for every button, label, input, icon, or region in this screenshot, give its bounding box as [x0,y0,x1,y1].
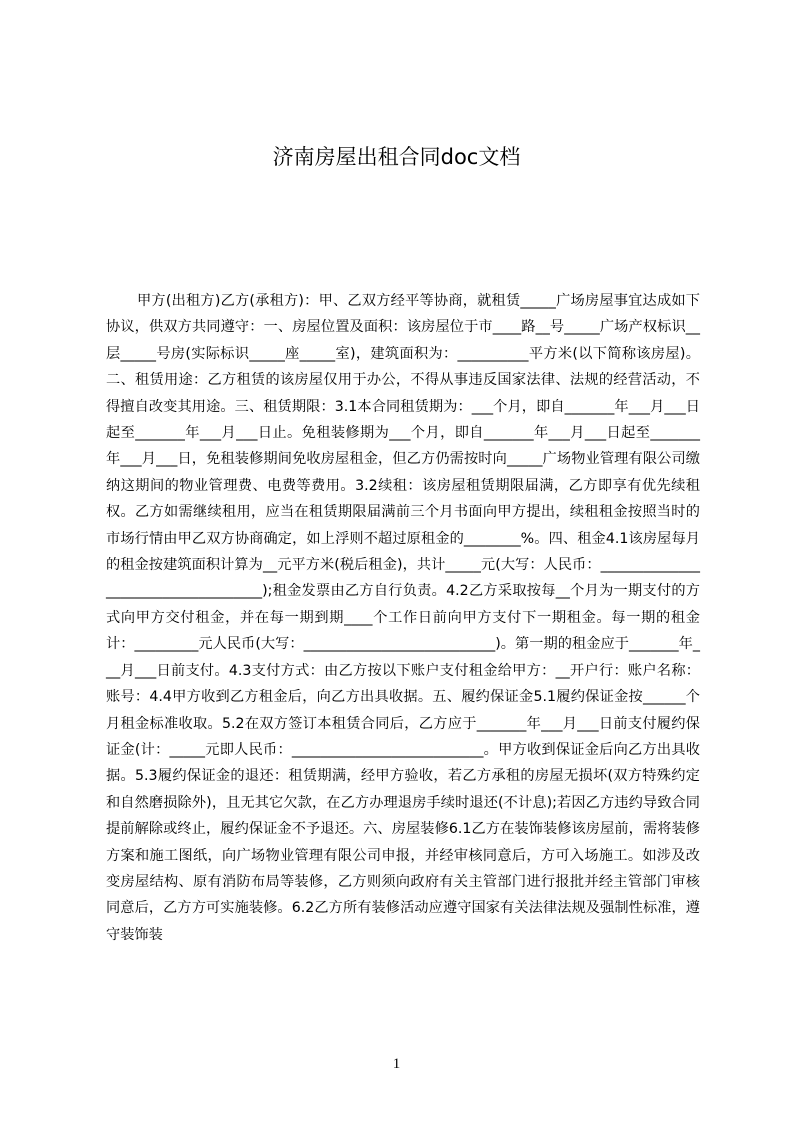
document-body-paragraph: 甲方(出租方)乙方(承租方)：甲、乙双方经平等协商，就租赁_____广场房屋事宜达成如下协议，供双方共同遵守：一、房屋位置及面积：该房屋位于市____路__号_____广场产权标识__层_____号房(实际标识_____座_____室)，建筑面积为：__________平方米(以下简称该房屋)。二、租赁用途：乙方租赁的该房屋仅用于办公，不得从事违反国家法律、法规的经营活动，不得擅自改变其用途。三、租赁期限：3.1本合同租赁期为：___个月，即自_______年___月___日起至_______年___月___日止。免租装修期为___个月，即自_______年___月___日起至_______年___月___日，免租装修期间免收房屋租金，但乙方仍需按时向_____广场物业管理有限公司缴纳这期间的物业管理费、电费等费用。3.2续租：该房屋租赁期限届满，乙方即享有优先续租权。乙方如需继续租用，应当在租赁期限届满前三个月书面向甲方提出，续租租金按照当时的市场行情由甲乙双方协商确定，如上浮则不超过原租金的________%。四、租金4.1该房屋每月的租金按建筑面积计算为__元平方米(税后租金)，共计_____元(大写：人民币：____________________________________);租金发票由乙方自行负责。4.2乙方采取按每__个月为一期支付的方式向甲方交付租金，并在每一期到期____个工作日前向甲方支付下一期租金。每一期的租金计：_________元人民币(大写：___________________________)。第一期的租金应于_______年___月___日前支付。4.3支付方式：由乙方按以下账户支付租金给甲方：__开户行：账户名称：账号：4.4甲方收到乙方租金后，向乙方出具收据。五、履约保证金5.1履约保证金按______个月租金标准收取。5.2在双方签订本租赁合同后，乙方应于_______年___月___日前支付履约保证金(计：_____元即人民币：___________________________。甲方收到保证金后向乙方出具收据。5.3履约保证金的退还：租赁期满，经甲方验收，若乙方承租的房屋无损坏(双方特殊约定和自然磨损除外)，且无其它欠款，在乙方办理退房手续时退还(不计息);若因乙方违约导致合同提前解除或终止，履约保证金不予退还。六、房屋装修6.1乙方在装饰装修该房屋前，需将装修方案和施工图纸，向广场物业管理有限公司申报，并经审核同意后，方可入场施工。如涉及改变房屋结构、原有消防布局等装修，乙方则须向政府有关主管部门进行报批并经主管部门审核同意后，乙方方可实施装修。6.2乙方所有装修活动应遵守国家有关法律法规及强制性标准，遵守装饰装 [106,293,700,943]
document-title: 济南房屋出租合同doc文档 [272,145,521,169]
page-number: 1 [392,1056,401,1072]
